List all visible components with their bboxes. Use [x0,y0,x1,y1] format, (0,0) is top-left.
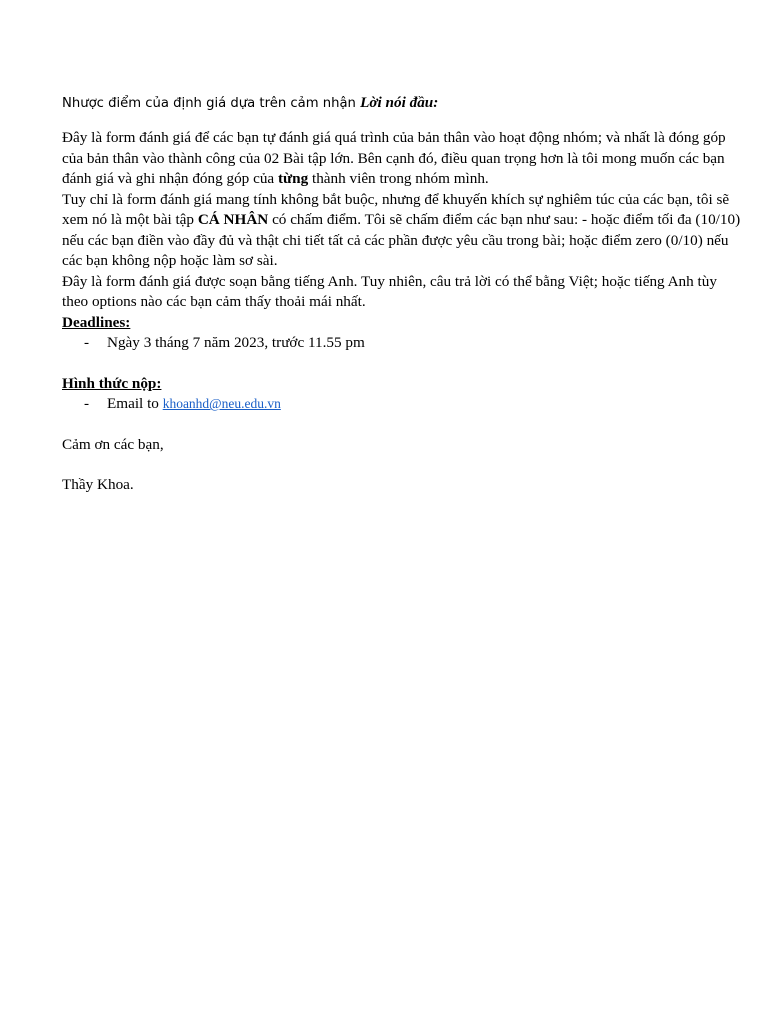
submission-text [107,394,281,415]
bullet-dash: - [84,395,90,412]
heading-title: Lời nói đầu: [360,94,439,111]
grading-text-2: có chấm điểm. Tôi sẽ chấm điểm các bạn như sau: - hoặc điểm tối đa (10/10) nếu các bạn điền vào đầy đủ và thật chi tiết tất cả các phần được yêu cầu trong bài; hoặc điểm zero (0/10) nếu các bạn không nộp hoặc làm sơ sài. [62,211,741,269]
bullet-dash: - [84,334,90,351]
document-body [62,128,742,496]
submission-title: Hình thức nộp: [62,374,162,392]
deadline-text: Ngày 3 tháng 7 năm 2023, trước 11.55 pm [107,334,365,351]
intro-bold-word: từng [277,170,309,187]
deadlines-title: Deadlines: [62,313,131,331]
language-paragraph: Đây là form đánh giá được soạn bằng tiếng Anh. Tuy nhiên, câu trả lời có thể bằng Việt; hoặc tiếng Anh tùy theo options nào các bạn cảm thấy thoải mái nhất. [62,272,717,310]
intro-text-2: thành viên trong nhóm mình. [308,170,489,187]
intro-paragraph [62,128,742,190]
grading-bold-word: CÁ NHÂN [197,211,269,228]
intro-text-1: Đây là form đánh giá để các bạn tự đánh giá quá trình của bản thân vào hoạt động nhóm; và nhất là đóng góp của bản thân vào thành công của 02 Bài tập lớn. Bên cạnh đó, điều quan trọng hơn là tôi mong muốn các bạn đánh giá và ghi nhận đóng góp của [62,129,726,187]
deadline-item [62,333,742,354]
submission-item [62,394,742,415]
closing-text: Cảm ơn các bạn, [62,435,164,453]
grading-text-1: Tuy chỉ là form đánh giá mang tính không bắt buộc, nhưng để khuyến khích sự nghiêm túc của các bạn, tôi sẽ xem nó là một bài tập [62,190,730,228]
grading-paragraph [62,190,742,272]
spacer [62,415,742,435]
email-link[interactable]: khoanhd@neu.edu.vn [162,396,281,411]
document-heading [62,93,438,114]
spacer [62,354,742,374]
spacer [62,455,742,475]
signature-text: Thầy Khoa. [62,476,134,493]
submission-label: Email to [107,395,163,412]
heading-prefix: Nhược điểm của định giá dựa trên cảm nhận [62,96,361,111]
